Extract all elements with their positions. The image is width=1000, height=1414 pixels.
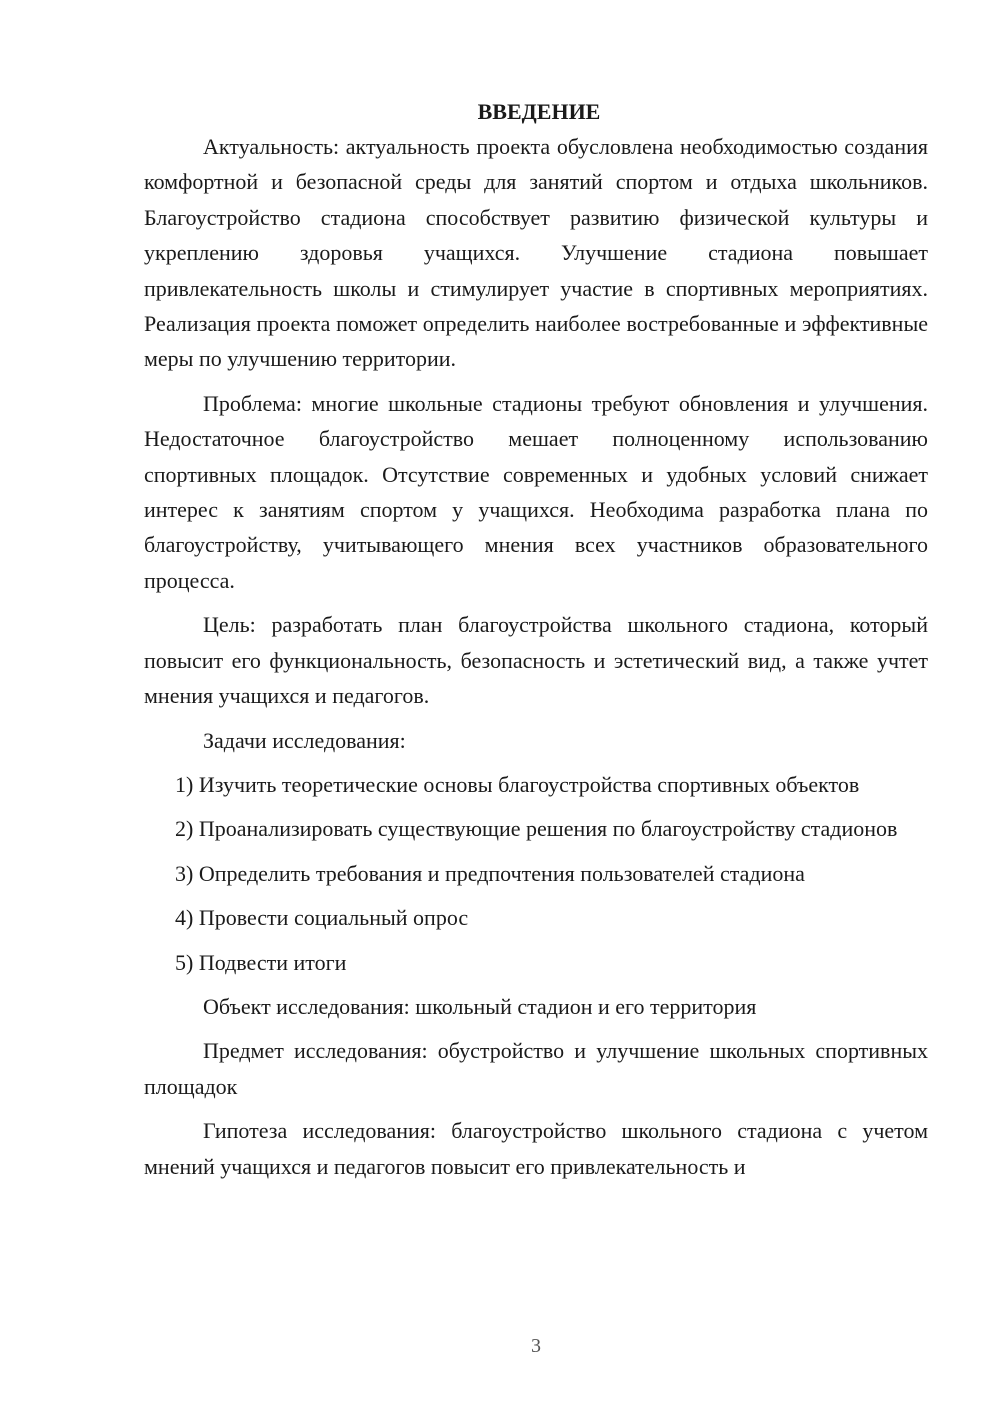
paragraph-subject: Предмет исследования: обустройство и улучшение школьных спортивных площадок: [144, 1038, 928, 1099]
list-item: 1) Изучить теоретические основы благоустройства спортивных объектов: [175, 771, 860, 797]
paragraph-problem: Проблема: многие школьные стадионы требуют обновления и улучшения. Недостаточное благоустройство мешает полноценному использованию спортивных площадок. Отсутствие современных и удобных условий снижает интерес к занятиям спортом у учащихся. Необходима разработка плана по благоустройству, учитывающего мнения всех участников образовательного процесса.: [144, 390, 928, 593]
list-item: 3) Определить требования и предпочтения пользователей стадиона: [175, 860, 805, 886]
tasks-heading: Задачи исследования:: [203, 727, 406, 753]
paragraph-hypothesis: Гипотеза исследования: благоустройство школьного стадиона с учетом мнений учащихся и педагогов повысит его привлекательность и: [144, 1118, 928, 1179]
document-page: [144, 94, 928, 1184]
page-title: ВВЕДЕНИЕ: [477, 99, 601, 124]
paragraph-relevance: Актуальность: актуальность проекта обусловлена необходимостью создания комфортной и безопасной среды для занятий спортом и отдыха школьников. Благоустройство стадиона способствует развитию физической культуры и укреплению здоровья учащихся. Улучшение стадиона повышает привлекательность школы и стимулирует участие в спортивных мероприятиях. Реализация проекта поможет определить наиболее востребованные и эффективные меры по улучшению территории.: [144, 134, 928, 372]
list-item: 4) Провести социальный опрос: [175, 905, 469, 931]
list-item: 2) Проанализировать существующие решения по благоустройству стадионов: [175, 816, 898, 842]
paragraph-goal: Цель: разработать план благоустройства школьного стадиона, который повысит его функциональность, безопасность и эстетический вид, а также учтет мнения учащихся и педагогов.: [144, 612, 928, 709]
page-number: 3: [531, 1335, 541, 1357]
list-item: 5) Подвести итоги: [175, 949, 347, 975]
paragraph-object: Объект исследования: школьный стадион и его территория: [203, 993, 757, 1019]
tasks-list: [144, 767, 928, 980]
